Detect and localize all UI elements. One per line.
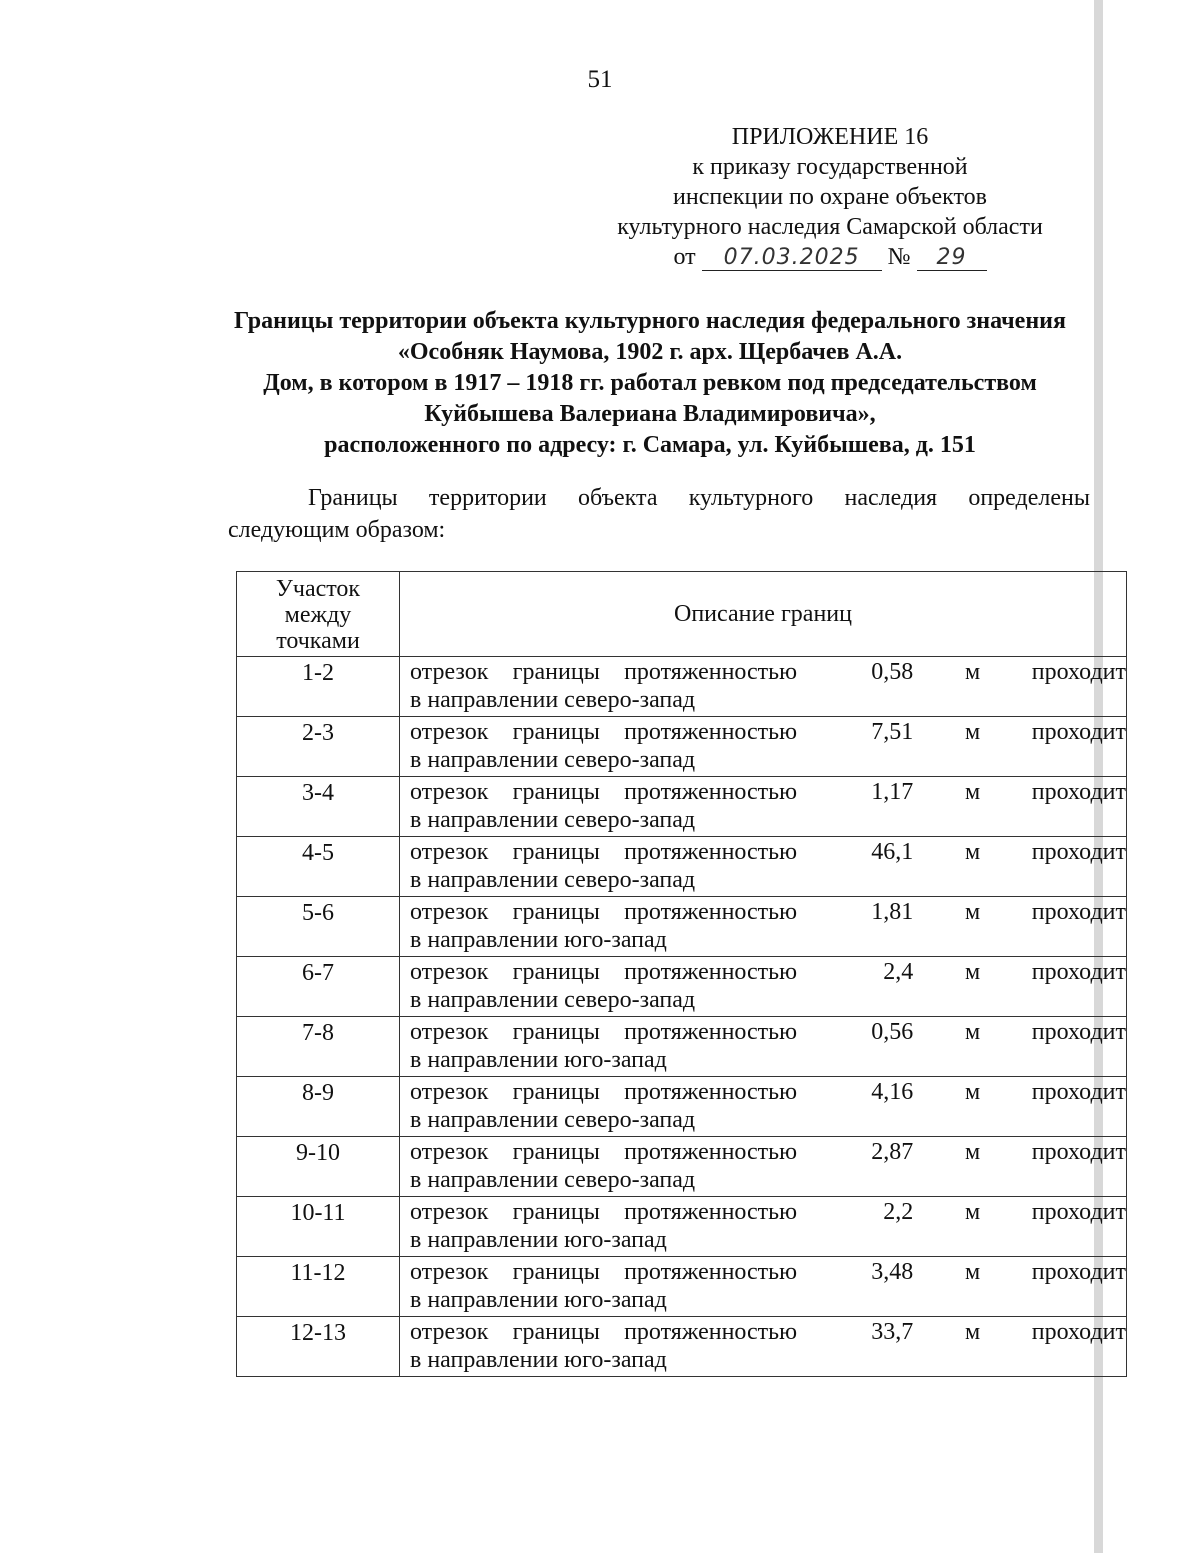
length-value: 1,17 <box>871 779 914 805</box>
desc-word: проходит <box>1031 839 1126 865</box>
description-cell <box>400 1197 1127 1257</box>
direction-text: в направлении северо-запад <box>410 747 696 773</box>
desc-word: границы <box>512 659 600 685</box>
intro-word: территории <box>428 485 547 511</box>
document-title <box>180 306 1120 461</box>
desc-word: отрезок <box>410 1019 489 1045</box>
boundary-table <box>236 571 1127 1377</box>
segment-cell: 2-3 <box>237 717 400 777</box>
desc-word: границы <box>512 959 600 985</box>
segment-cell: 9-10 <box>237 1137 400 1197</box>
direction-text: в направлении северо-запад <box>410 687 696 713</box>
desc-word: отрезок <box>410 659 489 685</box>
desc-word: проходит <box>1031 1079 1126 1105</box>
description-line-1 <box>410 897 1126 926</box>
length-value: 2,2 <box>883 1199 914 1225</box>
desc-word: границы <box>512 1199 600 1225</box>
description-cell <box>400 1137 1127 1197</box>
length-value: 33,7 <box>871 1319 914 1345</box>
desc-word: отрезок <box>410 1259 489 1285</box>
length-value: 3,48 <box>871 1259 914 1285</box>
description-line-1 <box>410 1137 1126 1166</box>
length-value: 46,1 <box>871 839 914 865</box>
segment-cell: 7-8 <box>237 1017 400 1077</box>
length-unit: м <box>964 659 981 685</box>
segment-cell: 8-9 <box>237 1077 400 1137</box>
description-line-1 <box>410 1197 1126 1226</box>
intro-line-1 <box>228 482 1090 514</box>
intro-word: наследия <box>844 485 938 511</box>
title-line: Дом, в котором в 1917 – 1918 гг. работал ревком под председательством <box>263 370 1037 396</box>
appendix-header <box>560 122 1100 272</box>
title-line: Границы территории объекта культурного наследия федерального значения <box>234 308 1066 334</box>
description-line-1 <box>410 1317 1126 1346</box>
intro-line-2: следующим образом: <box>228 517 446 543</box>
desc-word: протяженностью <box>624 899 798 925</box>
description-line-1 <box>410 957 1126 986</box>
segment-cell: 1-2 <box>237 657 400 717</box>
title-line: расположенного по адресу: г. Самара, ул. Куйбышева, д. 151 <box>324 432 976 458</box>
order-number-handwritten: 29 <box>917 246 987 271</box>
table-row <box>237 897 1127 957</box>
segment-cell: 10-11 <box>237 1197 400 1257</box>
length-value: 2,4 <box>883 959 914 985</box>
appendix-line: инспекции по охране объектов <box>673 184 987 210</box>
desc-word: проходит <box>1031 1139 1126 1165</box>
length-value: 4,16 <box>871 1079 914 1105</box>
header-description: Описание границ <box>400 572 1127 657</box>
table-row <box>237 837 1127 897</box>
desc-word: протяженностью <box>624 959 798 985</box>
description-cell <box>400 1077 1127 1137</box>
table-row <box>237 1137 1127 1197</box>
desc-word: отрезок <box>410 719 489 745</box>
table-row <box>237 1077 1127 1137</box>
length-unit: м <box>964 1139 981 1165</box>
description-cell <box>400 717 1127 777</box>
length-unit: м <box>964 959 981 985</box>
desc-word: границы <box>512 1079 600 1105</box>
length-value: 1,81 <box>871 899 914 925</box>
segment-cell: 11-12 <box>237 1257 400 1317</box>
description-cell <box>400 1317 1127 1377</box>
desc-word: протяженностью <box>624 1199 798 1225</box>
appendix-heading: ПРИЛОЖЕНИЕ 16 <box>731 124 929 150</box>
description-cell <box>400 777 1127 837</box>
desc-word: границы <box>512 1139 600 1165</box>
desc-word: отрезок <box>410 959 489 985</box>
length-unit: м <box>964 779 981 805</box>
table-header-row <box>237 572 1127 657</box>
intro-word: культурного <box>688 485 814 511</box>
intro-word: Границы <box>308 485 398 511</box>
desc-word: проходит <box>1031 1259 1126 1285</box>
desc-word: проходит <box>1031 659 1126 685</box>
appendix-line: к приказу государственной <box>692 154 968 180</box>
header-segment-line: Участок <box>275 576 361 602</box>
description-line-1 <box>410 1257 1126 1286</box>
desc-word: границы <box>512 1319 600 1345</box>
description-cell <box>400 1017 1127 1077</box>
direction-text: в направлении юго-запад <box>410 1347 667 1373</box>
length-unit: м <box>964 839 981 865</box>
desc-word: границы <box>512 1259 600 1285</box>
table-row <box>237 717 1127 777</box>
desc-word: протяженностью <box>624 779 798 805</box>
segment-cell: 12-13 <box>237 1317 400 1377</box>
order-date-line <box>560 242 1100 272</box>
desc-word: проходит <box>1031 1319 1126 1345</box>
header-segment-line: между <box>284 602 352 628</box>
description-line-1 <box>410 777 1126 806</box>
desc-word: протяженностью <box>624 1079 798 1105</box>
segment-cell: 3-4 <box>237 777 400 837</box>
title-line: «Особняк Наумова, 1902 г. арх. Щербачев А.А. <box>397 339 903 365</box>
table-row <box>237 657 1127 717</box>
segment-cell: 4-5 <box>237 837 400 897</box>
title-line: Куйбышева Валериана Владимировича», <box>424 401 876 427</box>
length-unit: м <box>964 1319 981 1345</box>
direction-text: в направлении северо-запад <box>410 807 696 833</box>
table-row <box>237 1317 1127 1377</box>
intro-paragraph <box>228 482 1090 546</box>
desc-word: границы <box>512 1019 600 1045</box>
description-cell <box>400 837 1127 897</box>
description-cell <box>400 657 1127 717</box>
intro-word: определены <box>968 485 1090 511</box>
date-prefix: от <box>673 244 696 270</box>
length-unit: м <box>964 1199 981 1225</box>
header-segment <box>237 572 400 657</box>
number-prefix: № <box>887 244 911 270</box>
desc-word: проходит <box>1031 959 1126 985</box>
description-cell <box>400 897 1127 957</box>
direction-text: в направлении юго-запад <box>410 1047 667 1073</box>
desc-word: проходит <box>1031 899 1126 925</box>
table-row <box>237 1257 1127 1317</box>
length-value: 0,58 <box>871 659 914 685</box>
desc-word: отрезок <box>410 1079 489 1105</box>
header-segment-line: точками <box>276 628 360 654</box>
desc-word: протяженностью <box>624 1019 798 1045</box>
segment-cell: 6-7 <box>237 957 400 1017</box>
order-date-handwritten: 07.03.2025 <box>702 246 882 271</box>
length-value: 7,51 <box>871 719 914 745</box>
page-number: 51 <box>587 66 613 93</box>
table-row <box>237 777 1127 837</box>
direction-text: в направлении юго-запад <box>410 927 667 953</box>
length-unit: м <box>964 1079 981 1105</box>
desc-word: проходит <box>1031 1019 1126 1045</box>
description-cell <box>400 1257 1127 1317</box>
direction-text: в направлении северо-запад <box>410 1167 696 1193</box>
desc-word: протяженностью <box>624 1259 798 1285</box>
desc-word: проходит <box>1031 1199 1126 1225</box>
direction-text: в направлении северо-запад <box>410 1107 696 1133</box>
desc-word: протяженностью <box>624 659 798 685</box>
intro-word: объекта <box>578 485 658 511</box>
direction-text: в направлении северо-запад <box>410 987 696 1013</box>
length-unit: м <box>964 719 981 745</box>
table-row <box>237 957 1127 1017</box>
desc-word: протяженностью <box>624 1319 798 1345</box>
desc-word: отрезок <box>410 1199 489 1225</box>
desc-word: границы <box>512 719 600 745</box>
desc-word: границы <box>512 899 600 925</box>
desc-word: отрезок <box>410 1139 489 1165</box>
desc-word: отрезок <box>410 839 489 865</box>
description-cell <box>400 957 1127 1017</box>
description-line-1 <box>410 717 1126 746</box>
length-value: 0,56 <box>871 1019 914 1045</box>
desc-word: отрезок <box>410 1319 489 1345</box>
desc-word: проходит <box>1031 719 1126 745</box>
description-line-1 <box>410 837 1126 866</box>
desc-word: протяженностью <box>624 1139 798 1165</box>
desc-word: проходит <box>1031 779 1126 805</box>
direction-text: в направлении северо-запад <box>410 867 696 893</box>
description-line-1 <box>410 1017 1126 1046</box>
direction-text: в направлении юго-запад <box>410 1287 667 1313</box>
length-unit: м <box>964 1019 981 1045</box>
desc-word: границы <box>512 839 600 865</box>
length-unit: м <box>964 899 981 925</box>
appendix-line: культурного наследия Самарской области <box>617 214 1043 240</box>
direction-text: в направлении юго-запад <box>410 1227 667 1253</box>
desc-word: протяженностью <box>624 719 798 745</box>
desc-word: границы <box>512 779 600 805</box>
table-row <box>237 1017 1127 1077</box>
desc-word: отрезок <box>410 899 489 925</box>
length-value: 2,87 <box>871 1139 914 1165</box>
length-unit: м <box>964 1259 981 1285</box>
table-row <box>237 1197 1127 1257</box>
description-line-1 <box>410 1077 1126 1106</box>
desc-word: отрезок <box>410 779 489 805</box>
desc-word: протяженностью <box>624 839 798 865</box>
segment-cell: 5-6 <box>237 897 400 957</box>
description-line-1 <box>410 657 1126 686</box>
